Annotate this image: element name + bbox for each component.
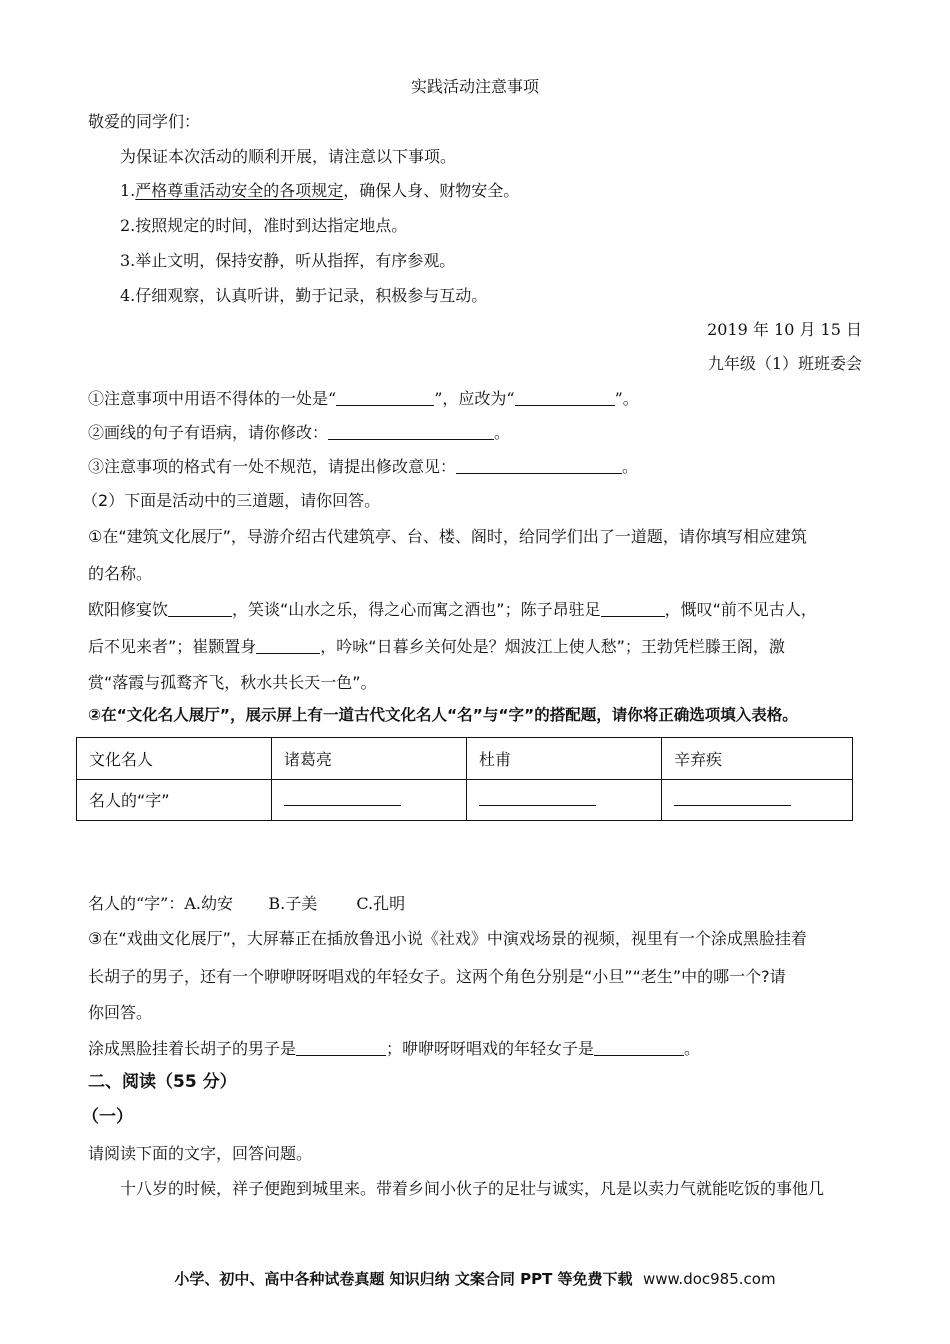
answer-blank[interactable] <box>168 600 232 617</box>
question-2b-title: ②在“文化名人展厅”，展示屏上有一道古代文化名人“名”与“字”的搭配题，请你将正确选项填入表格。 <box>88 706 798 724</box>
q1a-end: ”。 <box>614 389 639 408</box>
reading-part-title: （一） <box>82 1107 133 1127</box>
answer-blank[interactable] <box>479 789 596 806</box>
answer-blank[interactable] <box>594 1039 684 1056</box>
table-name-zhuge-liang: 诸葛亮 <box>272 738 467 780</box>
table-row <box>77 738 853 780</box>
answer-blank[interactable] <box>674 789 791 806</box>
answer-cell[interactable] <box>467 779 662 821</box>
option-a: A.幼安 <box>184 894 234 913</box>
notice-item-1 <box>120 180 519 202</box>
options-label: 名人的“字”： <box>88 894 185 913</box>
reading-instruction: 请阅读下面的文字，回答问题。 <box>88 1144 313 1163</box>
q2a-p1: 欧阳修宴饮 <box>88 600 169 619</box>
question-1a <box>88 388 639 410</box>
footer-text: 小学、初中、高中各种试卷真题 知识归纳 文案合同 PPT 等免费下载 <box>174 1270 633 1288</box>
question-2c-line1: ③在“戏曲文化展厅”，大屏幕正在插放鲁迅小说《社戏》中演戏场景的视频，视里有一个涂成黑脸挂着 <box>88 929 807 948</box>
answer-blank[interactable] <box>515 389 615 406</box>
q2c-ans-a: 涂成黑脸挂着长胡子的男子是 <box>88 1039 297 1058</box>
reading-passage: 十八岁的时候，祥子便跑到城里来。带着乡间小伙子的足壮与诚实，凡是以卖力气就能吃饭的事他几 <box>120 1179 825 1198</box>
table-name-du-fu: 杜甫 <box>467 738 662 780</box>
q2c-ans-b: ；咿咿呀呀唱戏的年轻女子是 <box>386 1039 595 1058</box>
table-name-xin-qiji: 辛弃疾 <box>662 738 853 780</box>
q2c-ans-end: 。 <box>684 1039 701 1058</box>
notice-date: 2019 年 10 月 15 日 <box>707 320 862 339</box>
options-line <box>88 893 405 915</box>
notice-item-2: 2.按照规定的时间，准时到达指定地点。 <box>120 216 408 235</box>
q2a-p3: ，慨叹“前不见古人， <box>664 600 817 619</box>
question-2c-line3: 你回答。 <box>88 1003 153 1022</box>
answer-cell[interactable] <box>662 779 853 821</box>
question-2c-answer <box>88 1038 700 1060</box>
q1c-end: 。 <box>622 457 639 476</box>
answer-blank[interactable] <box>328 423 494 440</box>
notice-title: 实践活动注意事项 <box>410 77 539 96</box>
answer-blank[interactable] <box>256 637 320 654</box>
footer-site-link[interactable]: www.doc985.com <box>643 1270 776 1288</box>
q1a-start: ①注意事项中用语不得体的一处是“ <box>88 389 337 408</box>
question-2a-line4 <box>88 636 785 658</box>
q1c-start: ③注意事项的格式有一处不规范，请提出修改意见： <box>88 457 457 476</box>
question-1c <box>88 456 638 478</box>
question-1b <box>88 422 510 444</box>
notice-signature: 九年级（1）班班委会 <box>707 354 862 373</box>
question-2-intro: （2）下面是活动中的三道题，请你回答。 <box>82 491 381 510</box>
table-row-label: 名人的“字” <box>77 779 272 821</box>
item-1-underlined: 严格尊重活动安全的各项规定 <box>135 181 344 200</box>
page-footer <box>0 1268 950 1289</box>
q2a-p2: ，笑谈“山水之乐，得之心而寓之酒也”；陈子昂驻足 <box>232 600 601 619</box>
table-row <box>77 779 853 821</box>
question-2a-line2: 的名称。 <box>88 564 153 583</box>
question-2a-line5: 赏“落霞与孤鹜齐飞，秋水共长天一色”。 <box>88 673 377 692</box>
question-2a-line3 <box>88 599 817 621</box>
option-b: B.子美 <box>268 894 318 913</box>
question-2a-line1: ①在“建筑文化展厅”，导游介绍古代建筑亭、台、楼、阁时，给同学们出了一道题，请你填写相应建筑 <box>88 527 807 546</box>
answer-blank[interactable] <box>601 600 665 617</box>
notice-item-3: 3.举止文明，保持安静，听从指挥，有序参观。 <box>120 251 456 270</box>
q2a-p5: ，吟咏“日暮乡关何处是？烟波江上使人愁”；王勃凭栏滕王阁，激 <box>320 637 785 656</box>
q2a-p4: 后不见来者”；崔颢置身 <box>88 637 257 656</box>
answer-blank[interactable] <box>336 389 434 406</box>
question-2c-line2: 长胡子的男子，还有一个咿咿呀呀唱戏的年轻女子。这两个角色分别是“小旦”“老生”中的哪一个?请 <box>88 967 786 986</box>
notice-item-4: 4.仔细观察，认真听讲，勤于记录，积极参与互动。 <box>120 286 488 305</box>
q1a-mid: ”，应改为“ <box>434 389 515 408</box>
notice-greeting: 敬爱的同学们： <box>88 112 201 131</box>
answer-blank[interactable] <box>284 789 401 806</box>
notice-intro: 为保证本次活动的顺利开展，请注意以下事项。 <box>120 147 457 166</box>
q1b-end: 。 <box>494 423 511 442</box>
q1b-start: ②画线的句子有语病，请你修改： <box>88 423 329 442</box>
item-1-rest: ，确保人身、财物安全。 <box>343 181 520 200</box>
reading-section-title: 二、阅读（55 分） <box>88 1072 237 1092</box>
answer-blank[interactable] <box>456 457 622 474</box>
item-1-number: 1. <box>120 181 136 200</box>
answer-cell[interactable] <box>272 779 467 821</box>
name-match-table <box>76 737 853 821</box>
answer-blank[interactable] <box>296 1039 386 1056</box>
option-c: C.孔明 <box>356 894 406 913</box>
table-header-label: 文化名人 <box>77 738 272 780</box>
